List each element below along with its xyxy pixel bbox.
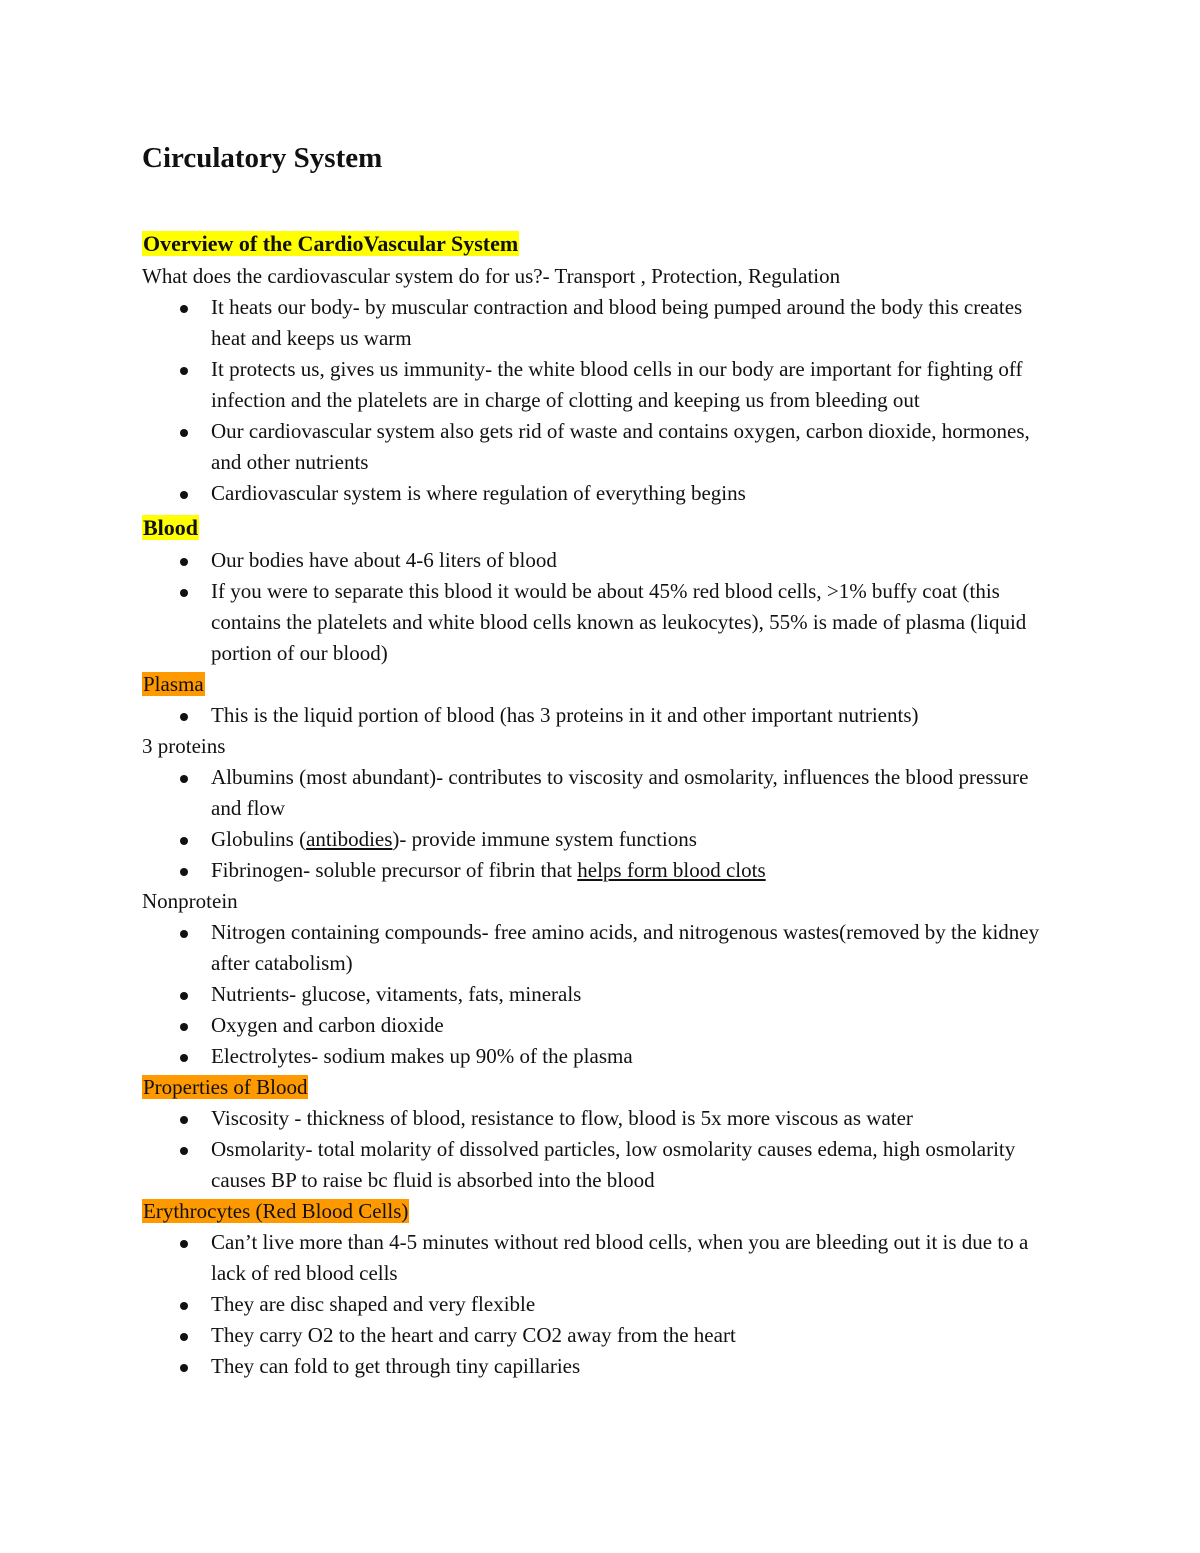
nonprotein-label: Nonprotein — [142, 889, 238, 913]
list-item: It heats our body- by muscular contraction and blood being pumped around the body this creates heat and keeps us warm — [142, 292, 1061, 354]
bullet-icon — [180, 589, 188, 597]
list-item: Albumins (most abundant)- contributes to viscosity and osmolarity, influences the blood pressure and flow — [142, 762, 1061, 824]
list-item: Can’t live more than 4-5 minutes without red blood cells, when you are bleeding out it is due to a lack of red blood cells — [142, 1227, 1061, 1289]
bullet-icon — [180, 1116, 188, 1124]
blood-heading: Blood — [143, 515, 199, 540]
bullet-icon — [180, 713, 188, 721]
bullet-icon — [180, 1147, 188, 1155]
bullet-icon — [180, 992, 188, 1000]
bullet-icon — [180, 558, 188, 566]
bullet-icon — [180, 1333, 188, 1341]
list-item: If you were to separate this blood it would be about 45% red blood cells, >1% buffy coat (this contains the platelets and white blood cells known as leukocytes), 55% is made of plasma (liquid portion of our blood) — [142, 576, 1061, 669]
overview-list — [142, 292, 1062, 509]
bullet-icon — [180, 305, 188, 313]
list-item: Osmolarity- total molarity of dissolved particles, low osmolarity causes edema, high osmolarity causes BP to raise bc fluid is absorbed into the blood — [142, 1134, 1061, 1196]
properties-heading-row — [142, 1072, 1062, 1103]
erythrocytes-list — [142, 1227, 1062, 1382]
list-item: They carry O2 to the heart and carry CO2 away from the heart — [142, 1320, 1062, 1351]
list-item: It protects us, gives us immunity- the white blood cells in our body are important for fighting off infection and the platelets are in charge of clotting and keeping us from bleeding out — [142, 354, 1061, 416]
blood-list — [142, 545, 1062, 669]
list-item: Fibrinogen- soluble precursor of fibrin that helps form blood clots — [142, 855, 1062, 886]
bullet-icon — [180, 1240, 188, 1248]
erythrocytes-heading: Erythrocytes (Red Blood Cells) — [143, 1199, 409, 1223]
list-item: Globulins (antibodies)- provide immune system functions — [142, 824, 1062, 855]
blood-clots-link[interactable]: helps form blood clots — [577, 858, 766, 882]
overview-intro: What does the cardiovascular system do for us?- Transport , Protection, Regulation — [142, 264, 841, 288]
antibodies-link[interactable]: antibodies — [306, 827, 393, 851]
list-item: They are disc shaped and very flexible — [142, 1289, 1062, 1320]
bullet-icon — [180, 837, 188, 845]
list-item: Cardiovascular system is where regulation of everything begins — [142, 478, 1062, 509]
bullet-icon — [180, 1302, 188, 1310]
list-item: Nutrients- glucose, vitaments, fats, minerals — [142, 979, 1062, 1010]
plasma-list — [142, 700, 1062, 731]
blood-heading-row — [142, 509, 1062, 545]
plasma-heading: Plasma — [143, 672, 204, 696]
bullet-icon — [180, 1054, 188, 1062]
properties-list — [142, 1103, 1062, 1196]
nonprotein-list — [142, 917, 1062, 1072]
proteins-list — [142, 762, 1062, 886]
bullet-icon — [180, 429, 188, 437]
properties-heading: Properties of Blood — [143, 1075, 308, 1099]
bullet-icon — [180, 775, 188, 783]
list-item: Oxygen and carbon dioxide — [142, 1010, 1062, 1041]
list-item: Nitrogen containing compounds- free amino acids, and nitrogenous wastes(removed by the kidney after catabolism) — [142, 917, 1061, 979]
list-item: Our bodies have about 4-6 liters of blood — [142, 545, 1062, 576]
bullet-icon — [180, 367, 188, 375]
bullet-icon — [180, 491, 188, 499]
bullet-icon — [180, 930, 188, 938]
list-item: Viscosity - thickness of blood, resistance to flow, blood is 5x more viscous as water — [142, 1103, 1062, 1134]
list-item: Our cardiovascular system also gets rid of waste and contains oxygen, carbon dioxide, hormones, and other nutrients — [142, 416, 1041, 478]
overview-heading-row — [142, 225, 1062, 261]
bullet-icon — [180, 1023, 188, 1031]
page-title: Circulatory System — [142, 142, 383, 174]
list-item: Electrolytes- sodium makes up 90% of the plasma — [142, 1041, 1062, 1072]
erythrocytes-heading-row — [142, 1196, 1062, 1227]
overview-heading: Overview of the CardioVascular System — [143, 231, 519, 256]
proteins-label: 3 proteins — [142, 734, 226, 758]
list-item: They can fold to get through tiny capillaries — [142, 1351, 1062, 1382]
list-item: This is the liquid portion of blood (has 3 proteins in it and other important nutrients) — [142, 700, 1062, 731]
plasma-heading-row — [142, 669, 1062, 700]
document-body — [142, 225, 1062, 1382]
bullet-icon — [180, 1364, 188, 1372]
bullet-icon — [180, 868, 188, 876]
